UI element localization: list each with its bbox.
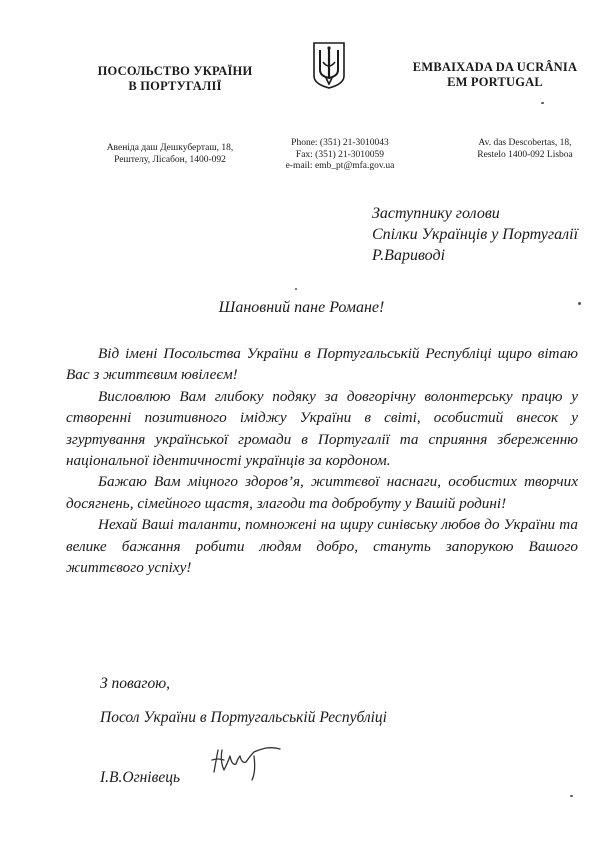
phone-number: Phone: (351) 21-3010043 (291, 138, 389, 148)
email-address: e-mail: emb_pt@mfa.gov.ua (285, 161, 395, 171)
recipient-line1: Заступнику голови (372, 205, 500, 222)
closing-line2: Посол України в Португальській Республіці (100, 709, 387, 726)
body-paragraph-1: Від імені Посольства України в Португальській Республіці щиро вітаю Вас з життєвим ювілеєм! (66, 345, 578, 384)
scan-speck (570, 795, 573, 797)
salutation: Шановний пане Романе! (218, 299, 385, 316)
embassy-name-ua-line2: В ПОРТУГАЛІЇ (128, 79, 222, 93)
embassy-name-pt (395, 60, 595, 90)
closing-block (100, 674, 387, 728)
scan-speck (541, 102, 544, 104)
address-pt (450, 138, 600, 161)
embassy-name-ua (70, 64, 280, 94)
closing-line1: З повагою, (100, 675, 171, 692)
address-ua-line2: Рештелу, Лісабон, 1400-092 (114, 154, 226, 165)
address-pt-line1: Av. das Descobertas, 18, (478, 138, 572, 148)
address-pt-line2: Restelo 1400-092 Lisboa (477, 149, 573, 160)
body-paragraph-4: Нехай Ваші таланти, помножені на щиру синівську любов до України та велике бажання робити людям добро, стануть запорукою Вашого життєвого успіху! (66, 516, 578, 577)
body-paragraph-3: Бажаю Вам міцного здоров’я, життєвої наснаги, особистих творчих досягнень, сімейного щастя, злагоди та добробуту у Вашій родині! (66, 473, 578, 512)
recipient-line2: Спілки Українців у Португалії (372, 226, 579, 243)
body-paragraph-2: Висловлюю Вам глибоку подяку за довгорічну волонтерську працю у створенні позитивного іміджу України в світі, особистий внесок у згуртування української громади в Португалії та сприяння збереженню національної ідентичності українців за кордоном. (66, 387, 578, 470)
signer-name: І.В.Огнівець (100, 769, 181, 786)
handwritten-signature (208, 742, 288, 782)
letter-body (66, 343, 578, 578)
recipient-block (372, 203, 602, 266)
recipient-line3: Р.Вариводі (372, 247, 446, 264)
trident-emblem-icon (311, 40, 347, 90)
fax-number: Fax: (351) 21-3010059 (295, 149, 385, 160)
scan-speck (578, 302, 581, 305)
contact-phones (270, 138, 410, 173)
embassy-name-pt-line2: EM PORTUGAL (447, 75, 543, 89)
address-ua (70, 143, 270, 166)
address-ua-line1: Авеніда даш Дешкуберташ, 18, (106, 143, 234, 153)
embassy-name-ua-line1: ПОСОЛЬСТВО УКРАЇНИ (97, 64, 253, 78)
embassy-name-pt-line1: EMBAIXADA DA UCRÂNIA (412, 60, 578, 74)
scan-speck (295, 288, 297, 290)
